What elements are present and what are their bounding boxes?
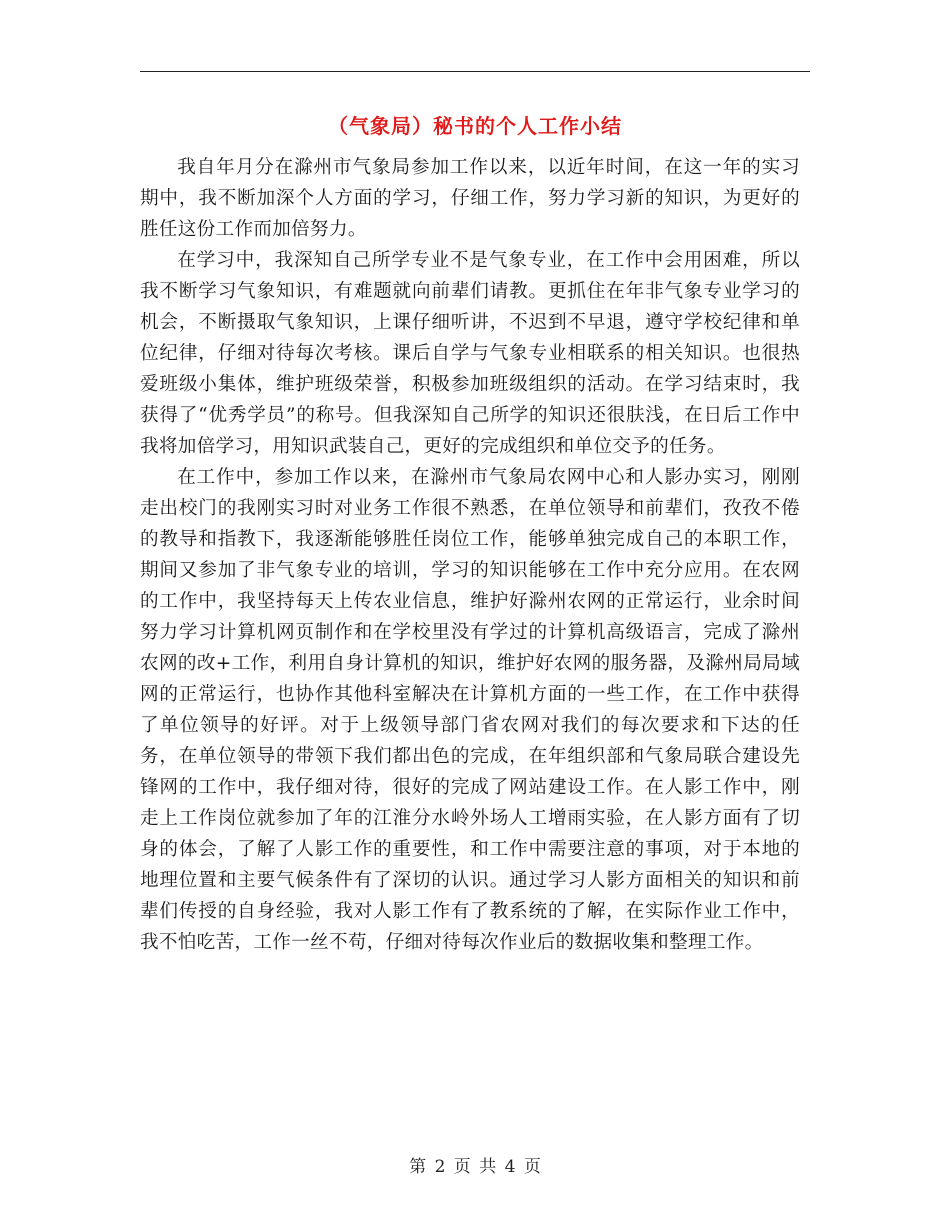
- paragraph-1: 我自年月分在滁州市气象局参加工作以来，以近年时间，在这一年的实习期中，我不断加深个人方面的学习，仔细工作，努力学习新的知识，为更好的胜任这份工作而加倍努力。: [140, 157, 800, 240]
- document-title: （气象局）秘书的个人工作小结: [328, 114, 622, 138]
- page-number-footer: 第 2 页 共 4 页: [409, 1157, 541, 1177]
- header-rule: [140, 71, 810, 72]
- document-body: [140, 152, 800, 958]
- paragraph-3: 在工作中，参加工作以来，在滁州市气象局农网中心和人影办实习，刚刚走出校门的我刚实习时对业务工作很不熟悉，在单位领导和前辈们，孜孜不倦的教导和指教下，我逐渐能够胜任岗位工作，能够单独完成自己的本职工作，期间又参加了非气象专业的培训，学习的知识能够在工作中充分应用。在农网的工作中，我坚持每天上传农业信息，维护好滁州农网的正常运行，业余时间努力学习计算机网页制作和在学校里没有学过的计算机高级语言，完成了滁州农网的改+工作，利用自身计算机的知识，维护好农网的服务器，及滁州局局域网的正常运行，也协作其他科室解决在计算机方面的一些工作，在工作中获得了单位领导的好评。对于上级领导部门省农网对我们的每次要求和下达的任务，在单位领导的带领下我们都出色的完成，在年组织部和气象局联合建设先锋网的工作中，我仔细对待，很好的完成了网站建设工作。在人影工作中，刚走上工作岗位就参加了年的江淮分水岭外场人工增雨实验，在人影方面有了切身的体会，了解了人影工作的重要性，和工作中需要注意的事项，对于本地的地理位置和主要气候条件有了深切的认识。通过学习人影方面相关的知识和前辈们传授的自身经验，我对人影工作有了教系统的了解，在实际作业工作中，我不怕吃苦，工作一丝不苟，仔细对待每次作业后的数据收集和整理工作。: [140, 467, 800, 953]
- paragraph-2: 在学习中，我深知自己所学专业不是气象专业，在工作中会用困难，所以我不断学习气象知识，有难题就向前辈们请教。更抓住在年非气象专业学习的机会，不断摄取气象知识，上课仔细听讲，不迟到不早退，遵守学校纪律和单位纪律，仔细对待每次考核。课后自学与气象专业相联系的相关知识。也很热爱班级小集体，维护班级荣誉，积极参加班级组织的活动。在学习结束时，我获得了“优秀学员”的称号。但我深知自己所学的知识还很肤浅，在日后工作中我将加倍学习，用知识武装自己，更好的完成组织和单位交予的任务。: [140, 250, 800, 457]
